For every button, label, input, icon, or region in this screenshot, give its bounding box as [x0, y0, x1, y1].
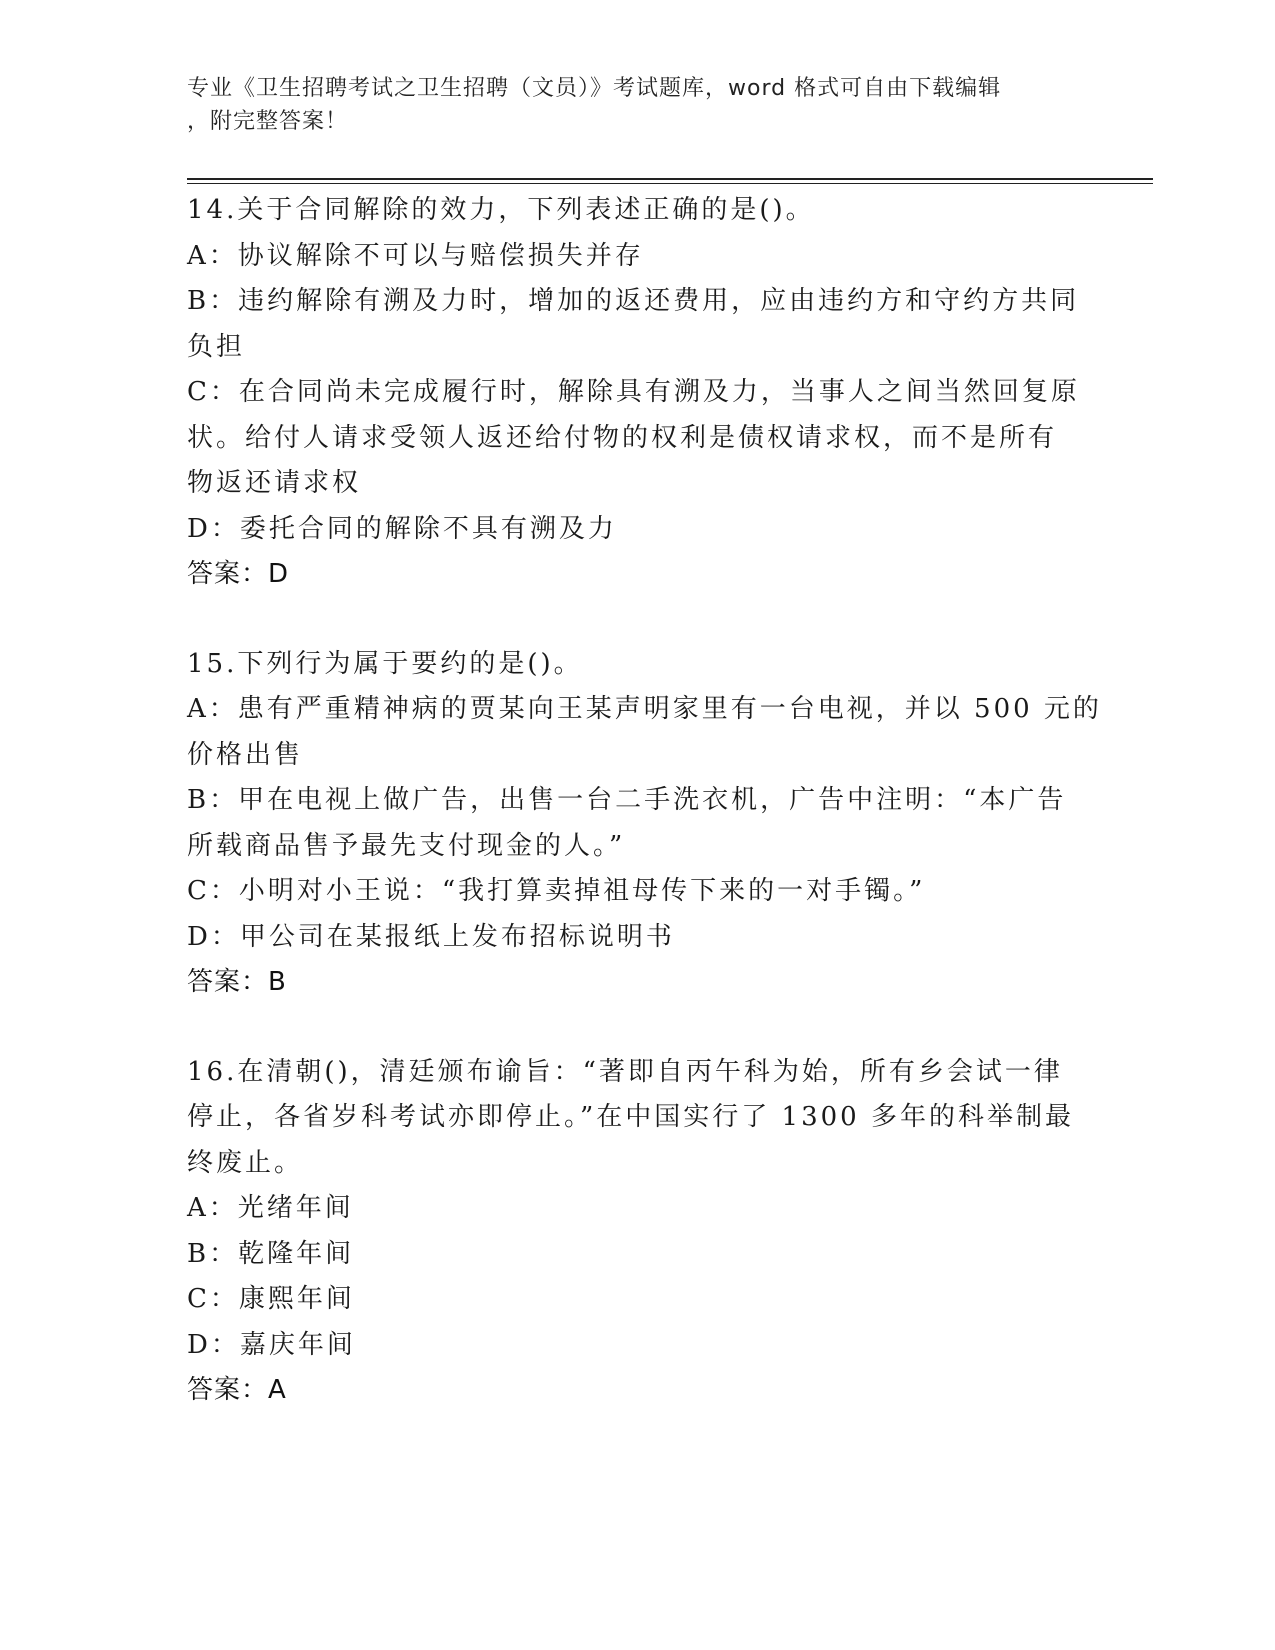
header-divider-thin: [187, 183, 1153, 184]
question-14-option-d: D：委托合同的解除不具有溯及力: [187, 513, 617, 544]
question-14-stem: 14.关于合同解除的效力，下列表述正确的是()。: [187, 195, 815, 225]
document-header: [187, 72, 1087, 138]
question-15-option-b: B：甲在电视上做广告，出售一台二手洗衣机，广告中注明：“本广告: [187, 785, 1067, 815]
question-15-option-b-cont: 所载商品售予最先支付现金的人。”: [187, 830, 626, 861]
question-16-option-b: B：乾隆年间: [187, 1238, 355, 1269]
question-16-answer: 答案：A: [187, 1375, 287, 1405]
question-14-option-c-cont: 状。给付人请求受领人返还给付物的权利是债权请求权，而不是所有: [187, 422, 1058, 453]
question-16-stem: 16.在清朝()，清廷颁布谕旨：“著即自丙午科为始，所有乡会试一律: [187, 1056, 1063, 1087]
question-14-option-a: A：协议解除不可以与赔偿损失并存: [187, 240, 644, 271]
question-15-option-a-cont: 价格出售: [187, 739, 304, 770]
header-line-2: ，附完整答案！: [187, 109, 349, 134]
question-14-answer: 答案：D: [187, 559, 290, 589]
question-14-option-b-cont: 负担: [187, 331, 246, 362]
question-15-option-d: D：甲公司在某报纸上发布招标说明书: [187, 921, 675, 952]
question-16-stem-cont: 停止，各省岁科考试亦即停止。”在中国实行了 1300 多年的科举制最: [187, 1102, 1074, 1132]
question-list: [187, 188, 1102, 1414]
header-line-1: 专业《卫生招聘考试之卫生招聘（文员）》考试题库，word 格式可自由下载编辑: [187, 76, 1002, 101]
header-divider-thick: [187, 178, 1153, 180]
question-16-option-a: A：光绪年间: [187, 1193, 354, 1223]
question-15-option-a: A：患有严重精神病的贾某向王某声明家里有一台电视，并以 500 元的: [187, 694, 1102, 724]
question-15-answer: 答案：B: [187, 967, 287, 997]
question-16-stem-cont: 终废止。: [187, 1147, 304, 1178]
question-16-option-c: C：康熙年间: [187, 1284, 355, 1314]
question-16: [187, 1050, 1087, 1414]
question-14: [187, 188, 1087, 598]
question-15: [187, 642, 1102, 1006]
question-15-stem: 15.下列行为属于要约的是()。: [187, 648, 583, 679]
question-14-option-c: C：在合同尚未完成履行时，解除具有溯及力，当事人之间当然回复原: [187, 377, 1080, 407]
question-15-option-c: C：小明对小王说：“我打算卖掉祖母传下来的一对手镯。”: [187, 876, 926, 906]
question-16-option-d: D：嘉庆年间: [187, 1329, 356, 1360]
question-14-option-c-cont: 物返还请求权: [187, 468, 362, 498]
question-14-option-b: B：违约解除有溯及力时，增加的返还费用，应由违约方和守约方共同: [187, 286, 1080, 316]
